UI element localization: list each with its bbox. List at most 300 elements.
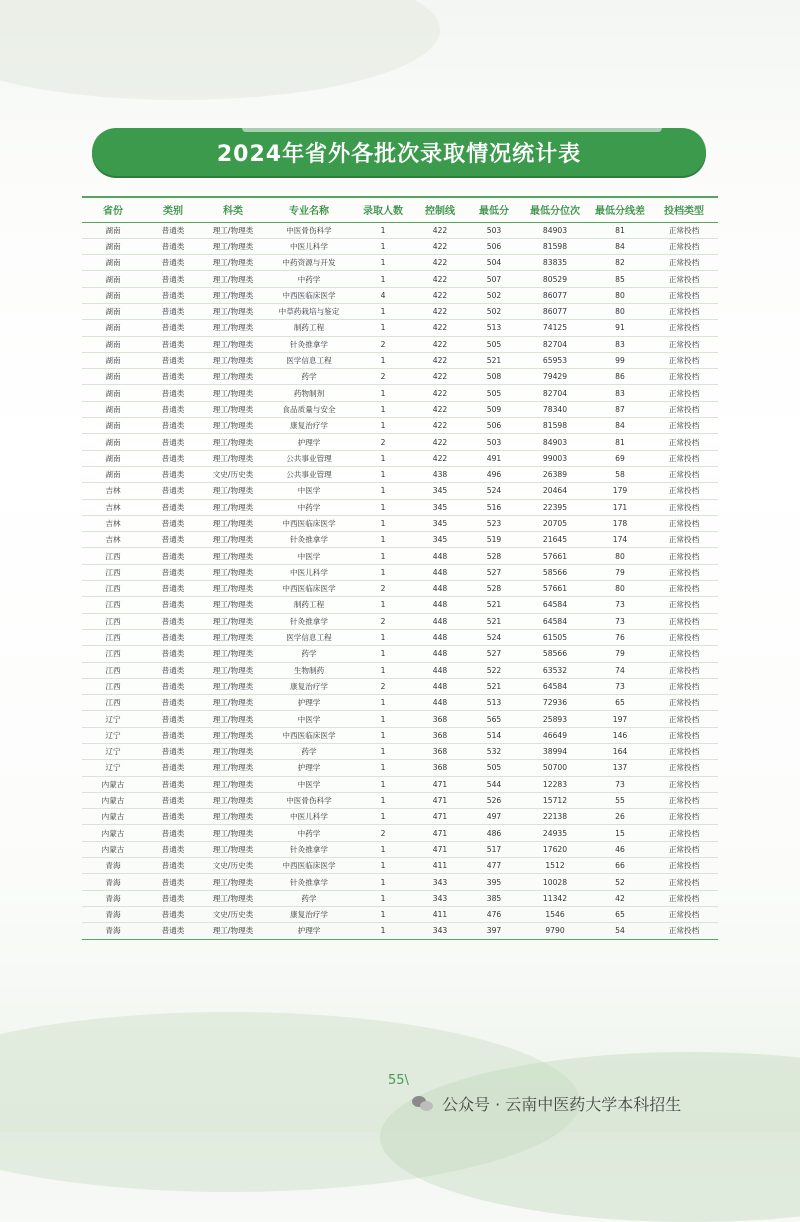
- cell-min-rank: 25893: [520, 711, 590, 727]
- cell-min-rank: 9790: [520, 923, 590, 939]
- cell-min-rank: 79429: [520, 369, 590, 385]
- cell-major-name: 药学: [264, 646, 354, 662]
- cell-control-line: 438: [412, 466, 468, 482]
- cell-min-score-margin: 80: [590, 581, 650, 597]
- cell-province: 青海: [82, 923, 144, 939]
- cell-admitted-count: 1: [354, 727, 412, 743]
- table-row: [82, 352, 718, 368]
- cell-major-name: 药物制剂: [264, 385, 354, 401]
- cell-control-line: 448: [412, 662, 468, 678]
- table-row: [82, 923, 718, 939]
- table-row: [82, 466, 718, 482]
- wechat-watermark: [412, 1090, 681, 1116]
- cell-province: 吉林: [82, 515, 144, 531]
- table-row: [82, 548, 718, 564]
- cell-province: 湖南: [82, 352, 144, 368]
- cell-min-score-margin: 73: [590, 613, 650, 629]
- cell-subject-type: 文史/历史类: [202, 858, 264, 874]
- table-row: [82, 744, 718, 760]
- cell-min-score-margin: 99: [590, 352, 650, 368]
- cell-control-line: 422: [412, 450, 468, 466]
- page-number: 55\: [388, 1073, 409, 1088]
- table-row: [82, 401, 718, 417]
- cell-min-rank: 17620: [520, 841, 590, 857]
- cell-major-name: 中医儿科学: [264, 809, 354, 825]
- cell-subject-type: 理工/物理类: [202, 238, 264, 254]
- table-row: [82, 809, 718, 825]
- cell-subject-type: 理工/物理类: [202, 548, 264, 564]
- cell-province: 辽宁: [82, 711, 144, 727]
- table-row: [82, 629, 718, 645]
- cell-min-rank: 58566: [520, 646, 590, 662]
- cell-control-line: 471: [412, 792, 468, 808]
- cell-control-line: 368: [412, 711, 468, 727]
- cell-min-rank: 64584: [520, 678, 590, 694]
- cell-major-name: 药学: [264, 890, 354, 906]
- cell-control-line: 448: [412, 646, 468, 662]
- cell-min-score-margin: 178: [590, 515, 650, 531]
- cell-category: 普通类: [144, 434, 202, 450]
- cell-category: 普通类: [144, 532, 202, 548]
- cell-admitted-count: 1: [354, 776, 412, 792]
- table-row: [82, 336, 718, 352]
- cell-filing-type: 正常投档: [650, 581, 718, 597]
- cell-admitted-count: 1: [354, 320, 412, 336]
- table-row: [82, 369, 718, 385]
- cell-major-name: 中西医临床医学: [264, 287, 354, 303]
- cell-filing-type: 正常投档: [650, 515, 718, 531]
- cell-filing-type: 正常投档: [650, 695, 718, 711]
- cell-admitted-count: 4: [354, 287, 412, 303]
- cell-min-score-margin: 86: [590, 369, 650, 385]
- cell-category: 普通类: [144, 564, 202, 580]
- table-row: [82, 564, 718, 580]
- cell-min-score: 496: [468, 466, 520, 482]
- cell-major-name: 护理学: [264, 923, 354, 939]
- cell-min-score-margin: 54: [590, 923, 650, 939]
- cell-min-score: 513: [468, 695, 520, 711]
- cell-min-score: 505: [468, 336, 520, 352]
- cell-control-line: 422: [412, 401, 468, 417]
- table-row: [82, 711, 718, 727]
- cell-filing-type: 正常投档: [650, 760, 718, 776]
- cell-subject-type: 理工/物理类: [202, 597, 264, 613]
- cell-major-name: 制药工程: [264, 597, 354, 613]
- cell-province: 江西: [82, 613, 144, 629]
- column-header-admitted-count: 录取人数: [354, 197, 412, 222]
- cell-province: 湖南: [82, 336, 144, 352]
- cell-category: 普通类: [144, 629, 202, 645]
- cell-subject-type: 文史/历史类: [202, 466, 264, 482]
- cell-min-score-margin: 85: [590, 271, 650, 287]
- cell-min-score-margin: 46: [590, 841, 650, 857]
- table-row: [82, 581, 718, 597]
- cell-filing-type: 正常投档: [650, 678, 718, 694]
- cell-subject-type: 理工/物理类: [202, 532, 264, 548]
- cell-filing-type: 正常投档: [650, 646, 718, 662]
- cell-min-rank: 65953: [520, 352, 590, 368]
- cell-filing-type: 正常投档: [650, 255, 718, 271]
- table-row: [82, 760, 718, 776]
- cell-filing-type: 正常投档: [650, 906, 718, 922]
- cell-filing-type: 正常投档: [650, 499, 718, 515]
- cell-min-score: 509: [468, 401, 520, 417]
- cell-min-score-margin: 197: [590, 711, 650, 727]
- cell-min-score: 395: [468, 874, 520, 890]
- cell-category: 普通类: [144, 727, 202, 743]
- cell-filing-type: 正常投档: [650, 711, 718, 727]
- cell-admitted-count: 1: [354, 597, 412, 613]
- cell-min-rank: 64584: [520, 597, 590, 613]
- cell-admitted-count: 1: [354, 792, 412, 808]
- cell-filing-type: 正常投档: [650, 776, 718, 792]
- cell-min-rank: 22138: [520, 809, 590, 825]
- cell-province: 湖南: [82, 303, 144, 319]
- cell-province: 江西: [82, 581, 144, 597]
- cell-province: 湖南: [82, 401, 144, 417]
- cell-min-score: 505: [468, 760, 520, 776]
- cell-subject-type: 理工/物理类: [202, 646, 264, 662]
- cell-control-line: 343: [412, 923, 468, 939]
- cell-min-score: 505: [468, 385, 520, 401]
- cell-min-score-margin: 80: [590, 548, 650, 564]
- cell-min-score: 502: [468, 303, 520, 319]
- cell-min-score: 514: [468, 727, 520, 743]
- cell-control-line: 411: [412, 906, 468, 922]
- cell-min-score: 522: [468, 662, 520, 678]
- cell-province: 江西: [82, 564, 144, 580]
- cell-filing-type: 正常投档: [650, 222, 718, 238]
- cell-filing-type: 正常投档: [650, 564, 718, 580]
- cell-admitted-count: 1: [354, 222, 412, 238]
- cell-min-score-margin: 42: [590, 890, 650, 906]
- cell-category: 普通类: [144, 255, 202, 271]
- cell-min-score-margin: 73: [590, 776, 650, 792]
- cell-province: 湖南: [82, 434, 144, 450]
- cell-min-rank: 57661: [520, 548, 590, 564]
- cell-category: 普通类: [144, 303, 202, 319]
- cell-min-rank: 86077: [520, 287, 590, 303]
- cell-subject-type: 理工/物理类: [202, 629, 264, 645]
- cell-major-name: 针灸推拿学: [264, 532, 354, 548]
- cell-control-line: 422: [412, 418, 468, 434]
- table-row: [82, 858, 718, 874]
- cell-major-name: 康复治疗学: [264, 906, 354, 922]
- cell-subject-type: 理工/物理类: [202, 695, 264, 711]
- cell-min-rank: 46649: [520, 727, 590, 743]
- cell-min-score: 513: [468, 320, 520, 336]
- cell-major-name: 中医学: [264, 776, 354, 792]
- cell-control-line: 343: [412, 890, 468, 906]
- cell-subject-type: 理工/物理类: [202, 890, 264, 906]
- cell-min-rank: 12283: [520, 776, 590, 792]
- cell-province: 内蒙古: [82, 809, 144, 825]
- cell-major-name: 中医学: [264, 483, 354, 499]
- cell-admitted-count: 2: [354, 581, 412, 597]
- background-hill-right: [380, 1052, 800, 1222]
- cell-min-rank: 78340: [520, 401, 590, 417]
- cell-min-score-margin: 146: [590, 727, 650, 743]
- table-row: [82, 499, 718, 515]
- table-row: [82, 874, 718, 890]
- cell-control-line: 422: [412, 287, 468, 303]
- column-header-category: 类别: [144, 197, 202, 222]
- column-header-subject-type: 科类: [202, 197, 264, 222]
- cell-province: 江西: [82, 629, 144, 645]
- cell-admitted-count: 1: [354, 760, 412, 776]
- cell-major-name: 中医学: [264, 548, 354, 564]
- cell-subject-type: 理工/物理类: [202, 385, 264, 401]
- cell-min-score-margin: 84: [590, 238, 650, 254]
- cell-major-name: 中药资源与开发: [264, 255, 354, 271]
- cell-control-line: 471: [412, 809, 468, 825]
- cell-min-rank: 15712: [520, 792, 590, 808]
- cell-category: 普通类: [144, 613, 202, 629]
- cell-min-score: 508: [468, 369, 520, 385]
- cell-admitted-count: 1: [354, 548, 412, 564]
- cell-filing-type: 正常投档: [650, 858, 718, 874]
- cell-subject-type: 理工/物理类: [202, 581, 264, 597]
- cell-admitted-count: 1: [354, 923, 412, 939]
- table-row: [82, 662, 718, 678]
- cell-category: 普通类: [144, 483, 202, 499]
- cell-admitted-count: 2: [354, 678, 412, 694]
- cell-major-name: 护理学: [264, 695, 354, 711]
- cell-control-line: 422: [412, 238, 468, 254]
- cell-category: 普通类: [144, 385, 202, 401]
- table-row: [82, 695, 718, 711]
- cell-province: 湖南: [82, 271, 144, 287]
- cell-admitted-count: 1: [354, 890, 412, 906]
- cell-major-name: 制药工程: [264, 320, 354, 336]
- cell-major-name: 中药学: [264, 499, 354, 515]
- cell-province: 青海: [82, 858, 144, 874]
- cell-min-score-margin: 65: [590, 906, 650, 922]
- cell-major-name: 康复治疗学: [264, 418, 354, 434]
- cell-subject-type: 理工/物理类: [202, 760, 264, 776]
- cell-min-score-margin: 84: [590, 418, 650, 434]
- cell-major-name: 药学: [264, 744, 354, 760]
- cell-min-score: 532: [468, 744, 520, 760]
- cell-filing-type: 正常投档: [650, 385, 718, 401]
- cell-filing-type: 正常投档: [650, 434, 718, 450]
- cell-min-rank: 50700: [520, 760, 590, 776]
- cell-major-name: 食品质量与安全: [264, 401, 354, 417]
- cell-filing-type: 正常投档: [650, 369, 718, 385]
- cell-category: 普通类: [144, 841, 202, 857]
- cell-min-score-margin: 79: [590, 564, 650, 580]
- table-row: [82, 532, 718, 548]
- cell-category: 普通类: [144, 369, 202, 385]
- cell-category: 普通类: [144, 418, 202, 434]
- cell-filing-type: 正常投档: [650, 483, 718, 499]
- header-row: [82, 197, 718, 222]
- cell-admitted-count: 1: [354, 629, 412, 645]
- cell-filing-type: 正常投档: [650, 890, 718, 906]
- cell-min-rank: 57661: [520, 581, 590, 597]
- cell-subject-type: 理工/物理类: [202, 776, 264, 792]
- cell-province: 吉林: [82, 532, 144, 548]
- cell-filing-type: 正常投档: [650, 825, 718, 841]
- cell-control-line: 345: [412, 499, 468, 515]
- cell-min-score-margin: 171: [590, 499, 650, 515]
- cell-min-score-margin: 15: [590, 825, 650, 841]
- cell-subject-type: 理工/物理类: [202, 711, 264, 727]
- cell-subject-type: 理工/物理类: [202, 271, 264, 287]
- cell-min-score-margin: 26: [590, 809, 650, 825]
- column-header-filing-type: 投档类型: [650, 197, 718, 222]
- cell-admitted-count: 2: [354, 434, 412, 450]
- cell-min-score: 503: [468, 222, 520, 238]
- cell-admitted-count: 1: [354, 352, 412, 368]
- cell-subject-type: 理工/物理类: [202, 450, 264, 466]
- cell-province: 江西: [82, 548, 144, 564]
- cell-control-line: 422: [412, 222, 468, 238]
- table-body: [82, 222, 718, 939]
- table-row: [82, 515, 718, 531]
- cell-admitted-count: 2: [354, 613, 412, 629]
- cell-control-line: 422: [412, 369, 468, 385]
- cell-category: 普通类: [144, 646, 202, 662]
- cell-min-rank: 63532: [520, 662, 590, 678]
- cell-province: 内蒙古: [82, 841, 144, 857]
- table-row: [82, 320, 718, 336]
- cell-filing-type: 正常投档: [650, 613, 718, 629]
- cell-filing-type: 正常投档: [650, 744, 718, 760]
- cell-category: 普通类: [144, 825, 202, 841]
- cell-control-line: 448: [412, 548, 468, 564]
- cell-major-name: 中医骨伤科学: [264, 792, 354, 808]
- cell-min-score-margin: 73: [590, 678, 650, 694]
- cell-subject-type: 理工/物理类: [202, 255, 264, 271]
- cell-major-name: 护理学: [264, 760, 354, 776]
- table-row: [82, 613, 718, 629]
- cell-subject-type: 理工/物理类: [202, 336, 264, 352]
- cell-major-name: 中医儿科学: [264, 238, 354, 254]
- cell-subject-type: 文史/历史类: [202, 906, 264, 922]
- table-row: [82, 646, 718, 662]
- cell-province: 江西: [82, 597, 144, 613]
- cell-min-score: 477: [468, 858, 520, 874]
- cell-filing-type: 正常投档: [650, 727, 718, 743]
- cell-filing-type: 正常投档: [650, 532, 718, 548]
- cell-category: 普通类: [144, 320, 202, 336]
- cell-min-score: 517: [468, 841, 520, 857]
- cell-min-rank: 82704: [520, 385, 590, 401]
- cell-min-rank: 38994: [520, 744, 590, 760]
- column-header-min-score-margin: 最低分线差: [590, 197, 650, 222]
- cell-filing-type: 正常投档: [650, 320, 718, 336]
- cell-admitted-count: 1: [354, 858, 412, 874]
- cell-subject-type: 理工/物理类: [202, 418, 264, 434]
- cell-subject-type: 理工/物理类: [202, 662, 264, 678]
- admission-statistics-table: [82, 196, 718, 940]
- cell-control-line: 422: [412, 303, 468, 319]
- table-row: [82, 727, 718, 743]
- cell-min-score: 486: [468, 825, 520, 841]
- cell-subject-type: 理工/物理类: [202, 515, 264, 531]
- cell-filing-type: 正常投档: [650, 597, 718, 613]
- table-row: [82, 418, 718, 434]
- cell-category: 普通类: [144, 238, 202, 254]
- cell-min-rank: 20464: [520, 483, 590, 499]
- cell-major-name: 中西医临床医学: [264, 858, 354, 874]
- cell-min-rank: 24935: [520, 825, 590, 841]
- cell-min-score: 527: [468, 646, 520, 662]
- cell-filing-type: 正常投档: [650, 418, 718, 434]
- cell-admitted-count: 1: [354, 303, 412, 319]
- cell-min-rank: 84903: [520, 222, 590, 238]
- column-header-major-name: 专业名称: [264, 197, 354, 222]
- table-row: [82, 271, 718, 287]
- cell-min-rank: 82704: [520, 336, 590, 352]
- cell-category: 普通类: [144, 662, 202, 678]
- table-row: [82, 841, 718, 857]
- table-row: [82, 678, 718, 694]
- table-header: [82, 197, 718, 222]
- cell-control-line: 368: [412, 760, 468, 776]
- table-row: [82, 450, 718, 466]
- cell-min-score: 526: [468, 792, 520, 808]
- cell-control-line: 448: [412, 678, 468, 694]
- cell-min-rank: 74125: [520, 320, 590, 336]
- cell-min-rank: 11342: [520, 890, 590, 906]
- cell-major-name: 医学信息工程: [264, 352, 354, 368]
- cell-admitted-count: 1: [354, 418, 412, 434]
- banner-highlight: [242, 128, 662, 132]
- cell-major-name: 康复治疗学: [264, 678, 354, 694]
- cell-major-name: 中药学: [264, 271, 354, 287]
- cell-admitted-count: 1: [354, 385, 412, 401]
- cell-subject-type: 理工/物理类: [202, 727, 264, 743]
- cell-province: 吉林: [82, 483, 144, 499]
- cell-category: 普通类: [144, 744, 202, 760]
- cell-filing-type: 正常投档: [650, 809, 718, 825]
- cell-control-line: 411: [412, 858, 468, 874]
- cell-control-line: 345: [412, 483, 468, 499]
- cell-filing-type: 正常投档: [650, 874, 718, 890]
- cell-min-score-margin: 66: [590, 858, 650, 874]
- cell-min-score-margin: 80: [590, 303, 650, 319]
- cell-category: 普通类: [144, 776, 202, 792]
- cell-min-score: 397: [468, 923, 520, 939]
- cell-province: 湖南: [82, 238, 144, 254]
- cell-min-score: 565: [468, 711, 520, 727]
- cell-subject-type: 理工/物理类: [202, 369, 264, 385]
- cell-category: 普通类: [144, 760, 202, 776]
- cell-control-line: 345: [412, 532, 468, 548]
- cell-category: 普通类: [144, 287, 202, 303]
- cell-admitted-count: 1: [354, 238, 412, 254]
- cell-control-line: 471: [412, 841, 468, 857]
- cell-min-score: 524: [468, 629, 520, 645]
- cell-admitted-count: 1: [354, 744, 412, 760]
- cell-filing-type: 正常投档: [650, 662, 718, 678]
- cell-min-rank: 58566: [520, 564, 590, 580]
- table-row: [82, 890, 718, 906]
- cell-province: 辽宁: [82, 744, 144, 760]
- cell-major-name: 公共事业管理: [264, 450, 354, 466]
- cell-min-score: 527: [468, 564, 520, 580]
- cell-province: 辽宁: [82, 760, 144, 776]
- cell-subject-type: 理工/物理类: [202, 825, 264, 841]
- cell-min-score: 516: [468, 499, 520, 515]
- cell-control-line: 422: [412, 320, 468, 336]
- cell-control-line: 448: [412, 581, 468, 597]
- cell-major-name: 中草药栽培与鉴定: [264, 303, 354, 319]
- cell-admitted-count: 2: [354, 825, 412, 841]
- cell-min-score: 523: [468, 515, 520, 531]
